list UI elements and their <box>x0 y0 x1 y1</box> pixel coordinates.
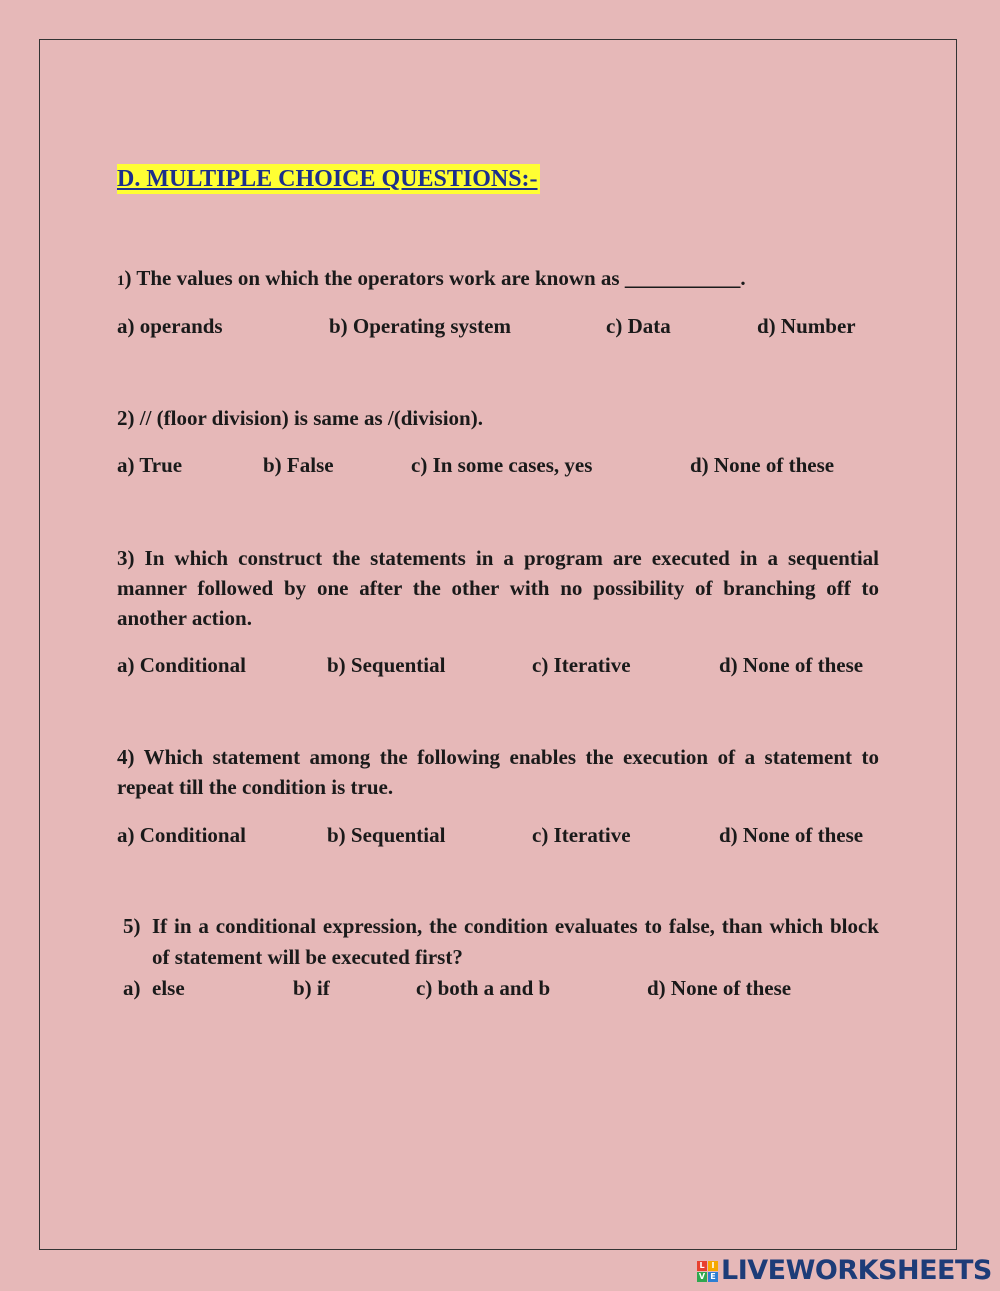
liveworksheets-logo[interactable] <box>697 1255 992 1287</box>
option-b[interactable]: b) Operating system <box>329 314 511 338</box>
question-5-number: 5) <box>123 914 141 938</box>
option-a[interactable]: a) True <box>117 453 183 477</box>
option-a[interactable]: a) Conditional <box>117 653 246 677</box>
question-5 <box>123 911 879 973</box>
option-c[interactable]: c) Data <box>606 314 671 338</box>
logo-letter-v: V <box>698 1271 706 1281</box>
question-1-text: ) The values on which the operators work are known as ___________. <box>124 266 746 290</box>
option-a-label[interactable]: a) <box>123 976 141 1000</box>
logo-letter-i: I <box>708 1261 718 1271</box>
option-c[interactable]: c) Iterative <box>532 653 631 677</box>
question-1-options <box>117 311 897 341</box>
question-3: 3) In which construct the statements in a program are executed in a sequential manner followed by one after the other with no possibility of branching off to another action. <box>117 546 879 630</box>
option-d[interactable]: d) Number <box>757 314 856 338</box>
option-c[interactable]: c) In some cases, yes <box>411 453 593 477</box>
logo-blocks-icon <box>697 1261 718 1282</box>
question-2: 2) // (floor division) is same as /(division). <box>117 406 483 430</box>
page-border <box>39 39 957 1250</box>
logo-letter-l: L <box>697 1261 707 1271</box>
option-a[interactable]: else <box>152 976 185 1000</box>
option-c[interactable]: c) Iterative <box>532 823 631 847</box>
option-d[interactable]: d) None of these <box>690 453 835 477</box>
question-5-text: If in a conditional expression, the condition evaluates to false, than which block of statement will be executed first? <box>152 914 879 969</box>
option-a[interactable]: a) Conditional <box>117 823 246 847</box>
question-4-options <box>117 820 897 850</box>
question-4: 4) Which statement among the following enables the execution of a statement to repeat till the condition is true. <box>117 745 879 799</box>
option-d[interactable]: d) None of these <box>647 976 792 1000</box>
option-d[interactable]: d) None of these <box>719 823 864 847</box>
option-c[interactable]: c) both a and b <box>416 976 551 1000</box>
question-3-options <box>117 650 897 680</box>
logo-text: LIVEWORKSHEETS <box>721 1255 992 1286</box>
option-b[interactable]: b) Sequential <box>327 823 446 847</box>
logo-letter-e: E <box>708 1272 718 1282</box>
option-d[interactable]: d) None of these <box>719 653 864 677</box>
question-2-options <box>117 450 897 480</box>
option-b[interactable]: b) Sequential <box>327 653 446 677</box>
question-5-options <box>123 973 903 1003</box>
question-1-number: 1 <box>117 273 125 289</box>
question-1 <box>117 263 879 296</box>
option-a[interactable]: a) operands <box>117 314 223 338</box>
option-b[interactable]: b) False <box>263 453 334 477</box>
section-heading: D. MULTIPLE CHOICE QUESTIONS:- <box>117 166 538 192</box>
option-b[interactable]: b) if <box>293 976 330 1000</box>
